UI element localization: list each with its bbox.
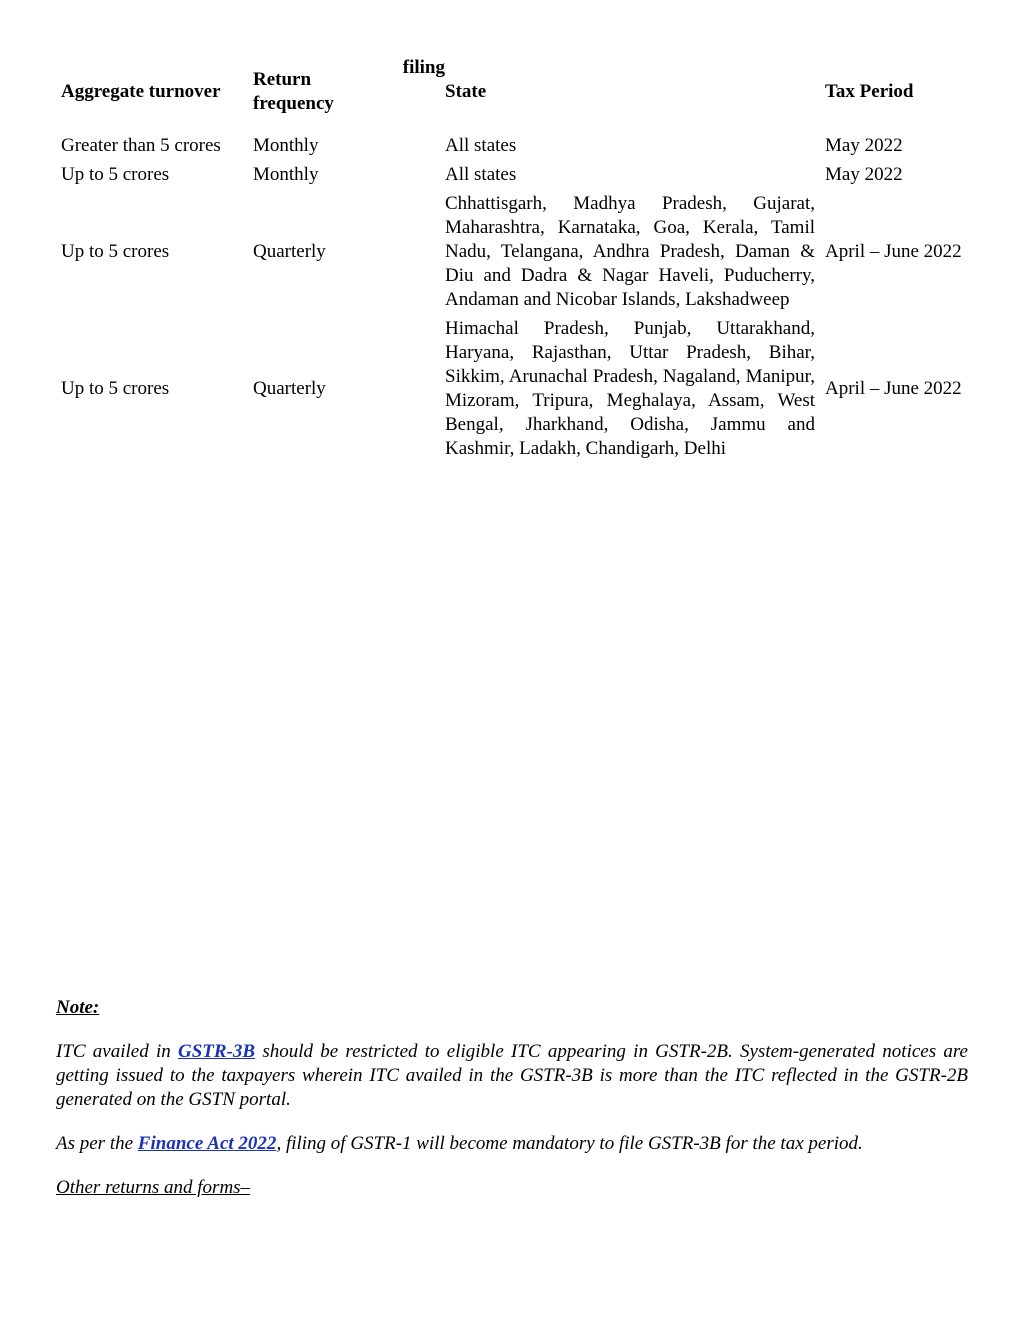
other-returns-heading: Other returns and forms– bbox=[56, 1177, 251, 1198]
header-frequency-word-frequency: frequency bbox=[253, 93, 334, 114]
cell-frequency: Monthly bbox=[253, 135, 319, 156]
cell-turnover: Greater than 5 crores bbox=[61, 135, 221, 156]
note-heading: Note: bbox=[56, 997, 100, 1018]
header-tax-period: Tax Period bbox=[825, 81, 914, 102]
cell-frequency: Quarterly bbox=[253, 241, 326, 262]
note-paragraph-finance-text-start: As per the bbox=[56, 1133, 138, 1154]
gstr-3b-link[interactable]: GSTR-3B bbox=[178, 1041, 256, 1062]
cell-state: All states bbox=[445, 164, 517, 185]
cell-turnover: Up to 5 crores bbox=[61, 164, 170, 185]
table-row bbox=[56, 132, 970, 161]
finance-act-2022-link[interactable]: Finance Act 2022 bbox=[137, 1133, 277, 1154]
cell-tax-period: May 2022 bbox=[825, 135, 903, 156]
header-frequency-word-filing: filing bbox=[402, 57, 445, 78]
note-paragraph-itc-text-start: ITC availed in bbox=[56, 1041, 178, 1062]
cell-tax-period: April – June 2022 bbox=[825, 241, 962, 262]
note-paragraph-itc bbox=[56, 1040, 968, 1112]
cell-state: Himachal Pradesh, Punjab, Uttarakhand, Haryana, Rajasthan, Uttar Pradesh, Bihar, Sikkim, Arunachal Pradesh, Nagaland, Manipur, Mizoram, Tripura, Meghalaya, Assam, West Bengal, Jharkhand, Odisha, Jammu and Kashmir, Ladakh, Chandigarh, Delhi bbox=[445, 318, 815, 459]
cell-state: All states bbox=[445, 135, 517, 156]
cell-frequency: Quarterly bbox=[253, 378, 326, 399]
cell-tax-period: May 2022 bbox=[825, 164, 903, 185]
table-row bbox=[56, 161, 970, 190]
cell-state: Chhattisgarh, Madhya Pradesh, Gujarat, Maharashtra, Karnataka, Goa, Kerala, Tamil Nadu, Telangana, Andhra Pradesh, Daman & Diu and Dadra & Nagar Haveli, Puducherry, Andaman and Nicobar Islands, Lakshadweep bbox=[445, 193, 815, 310]
note-paragraph-itc-text-end: should be restricted to eligible ITC appearing in GSTR-2B. System-generated notices are getting issued to the taxpayers wherein ITC availed in the GSTR-3B is more than the ITC reflected in the GSTR-2B generated on the GSTN portal. bbox=[56, 1041, 968, 1110]
note-paragraph-finance-text-end: , filing of GSTR-1 will become mandatory to file GSTR-3B for the tax period. bbox=[276, 1133, 863, 1154]
table-row bbox=[56, 315, 970, 464]
header-aggregate-turnover: Aggregate turnover bbox=[61, 81, 221, 102]
note-paragraph-finance-act bbox=[56, 1132, 968, 1156]
cell-frequency: Monthly bbox=[253, 164, 319, 185]
gstr-filing-table bbox=[56, 57, 970, 464]
header-frequency-word-return: Return bbox=[253, 69, 312, 90]
cell-tax-period: April – June 2022 bbox=[825, 378, 962, 399]
header-return-filing-frequency bbox=[248, 57, 445, 132]
table-row bbox=[56, 190, 970, 315]
cell-turnover: Up to 5 crores bbox=[61, 378, 170, 399]
header-state: State bbox=[445, 81, 487, 102]
table-header-row bbox=[56, 66, 970, 132]
cell-turnover: Up to 5 crores bbox=[61, 241, 170, 262]
